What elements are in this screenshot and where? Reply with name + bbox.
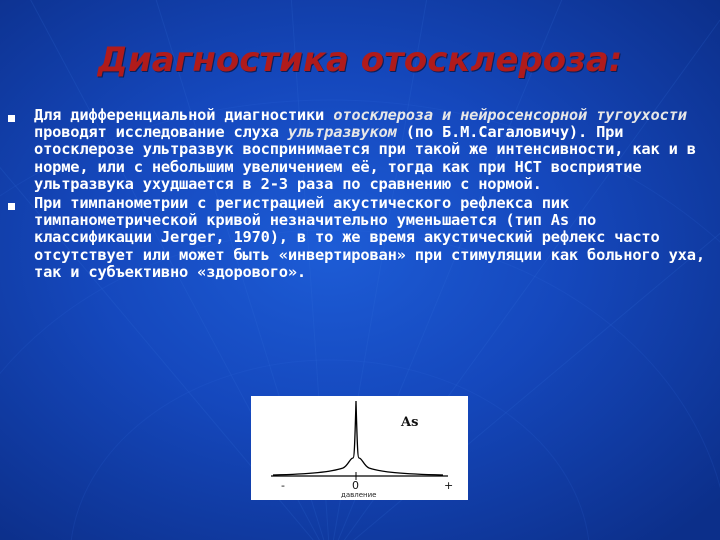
bullet-item bbox=[6, 195, 712, 281]
tympanogram-curve bbox=[273, 401, 443, 475]
text-segment: проводят исследование слуха bbox=[34, 123, 288, 142]
plus-label: + bbox=[444, 479, 454, 492]
square-bullet-icon bbox=[8, 115, 15, 122]
text-segment-italic: отосклероза и нейросенсорной тугоухости bbox=[333, 106, 687, 124]
text-segment: При тимпанометрии с регистрацией акустического рефлекса пик тимпанометрической кривой незначительно уменьшается (тип As по классификации Jerger, 1970), в то же время акустический рефлекс часто отсутствует или может быть «инвертирован» при стимуляции как больного уха, так и субъективно «здорового». bbox=[34, 194, 705, 281]
bullet-list bbox=[6, 107, 712, 283]
minus-label: - bbox=[281, 479, 285, 492]
slide-title: Диагностика отосклероза: bbox=[97, 40, 623, 80]
zero-label: 0 bbox=[352, 479, 359, 492]
bullet-text bbox=[34, 195, 712, 281]
tympanogram-figure bbox=[251, 396, 468, 500]
tympanogram-svg bbox=[251, 396, 468, 500]
bullet-text bbox=[34, 107, 712, 193]
axis-caption: давление bbox=[341, 491, 377, 499]
text-segment: (по Б.М.Сагаловичу). При отосклерозе ультразвук воспринимается при такой же интенсивности, как и в норме, или с небольшим увеличением её, тогда как при НСТ восприятие ультразвука ухудшается в 2-3 раза по сравнению с нормой. bbox=[34, 123, 696, 193]
text-segment-italic: ультразвуком bbox=[287, 123, 397, 142]
bullet-item bbox=[6, 107, 712, 193]
square-bullet-icon bbox=[8, 203, 15, 210]
curve-type-label: As bbox=[401, 415, 419, 430]
text-segment: Для дифференциальной диагностики bbox=[34, 106, 334, 124]
